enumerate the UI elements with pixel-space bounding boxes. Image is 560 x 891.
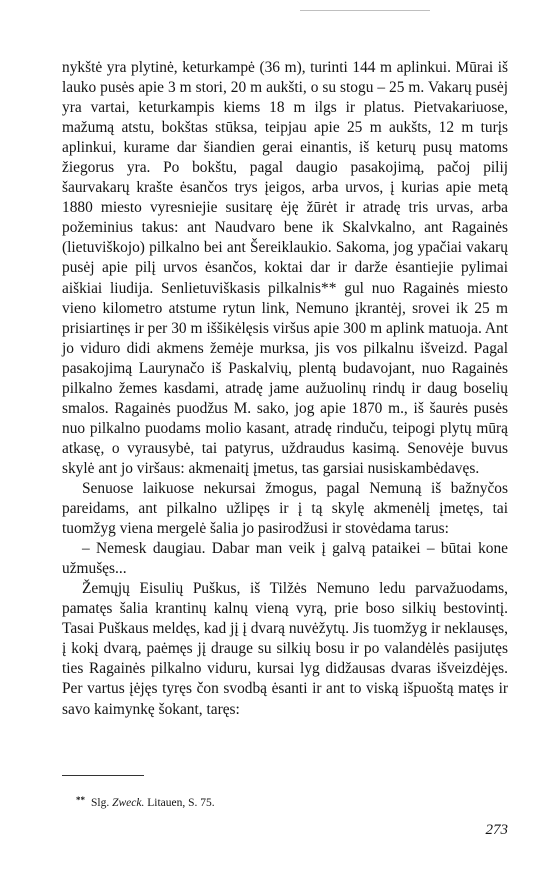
paragraph: Senuose laikuose nekursai žmogus, pagal Nemuną iš bažnyčos pareidams, ant pilkalno užlipęs ir į tą skylę akmenėlį įmetęs, tai tuomžyg viena mergelė šalia jo pasirodžusi ir stovėdama tarus: — [62, 479, 508, 538]
page-number: 273 — [485, 822, 508, 838]
footnote-title: Zweck. — [112, 797, 145, 809]
paragraph: – Nemesk daugiau. Dabar man veik į galvą pataikei – būtai kone užmušęs... — [62, 540, 508, 578]
footnote-marker: ** — [76, 795, 85, 805]
footnote-prefix: Slg. — [91, 797, 110, 809]
paragraph: Žemųjų Eisulių Puškus, iš Tilžės Nemuno ledu parvažuodams, pamatęs šalia krantinų kalnų vieną vyrą, prie boso silkių bestovintį. Tasai Puškaus meldęs, kad jį į dvarą nuvėžytų. Jis tuomžyg ir neklausęs, į kokį dvarą, paėmęs jį drauge su silkių bosu ir po valandėlės pasijutęs ties Ragainės pilkalno viduru, kursai lyg didžausas dvaras išveizdėjęs. Per vartus įėjęs tyręs čon svodbą ėsanti ir ant to viską išpuoštą matęs ir savo kaimynkę šokant, taręs: — [62, 580, 508, 718]
paragraph: nykštė yra plytinė, keturkampė (36 m), turinti 144 m aplinkui. Mūrai iš lauko pusės apie 3 m stori, 20 m aukšti, o su stogu – 25 m. Vakarų pusėj yra vartai, keturkampis kiems 18 m ilgs ir platus. Pietvakariuose, mažumą atstu, bokštas stūksa, teipjau apie 25 m aukšts, 12 m turįs aplinkui, kurame dar šiandien gerai einantis, iš keturų pusų matoms žiegorus yra. Po bokštu, pagal daugio pasakojimą, pačoj pilij šaurvakarų krašte ėsančos trys įeigos, arba urvos, į kurias apie metą 1880 miesto vyresniejie susitarę ėję žūrėt ir atradę tris urvas, arba požeminius takus: ant Naudvaro bene ik Skalvkalno, ant Ragainės (lietuviškojo) pilkalno bei ant Šereiklaukio. Sakoma, jog ypačiai vakarų pusėj apie pilį urvos ėsančos, koktai dar ir darže ėsantiejie pylimai aiškiai liudija. Senlietuviškasis pilkalnis** gul nuo Ragainės miesto vieno kilometro atstume rytun link, Nemuno įkrantėj, srovei ik 25 m prisiartinęs ir per 30 m iššikėlęsis viršus apie 300 m aplink matuoja. Ant jo viduro didi akmens žemėje murksa, jis vos pilkalnu išveizd. Pagal pasakojimą Laurynačo iš Paskalvių, plentą budavojant, nuo Ragainės pilkalno žemes kasdami, atradę jame aužuolinų rindų ir daug boselių smalos. Ragainės puodžus M. sako, jog apie 1870 m., iš šaurės pusės nuo pilkalno puodams molio kasant, atradę rinduču, teipogi plytų mūrą atkasę, o vyrausybė, tai patyrus, uždraudus kasimą. Senovėje buvus skylė ant jo viršaus: akmenaitį įmetus, tas garsiai nusiskambėdavęs. — [62, 59, 508, 477]
main-text — [62, 58, 508, 720]
footnote — [76, 793, 496, 810]
footnote-divider — [62, 775, 144, 776]
top-scan-mark — [300, 10, 430, 11]
footnote-suffix: Litauen, S. 75. — [147, 797, 215, 809]
